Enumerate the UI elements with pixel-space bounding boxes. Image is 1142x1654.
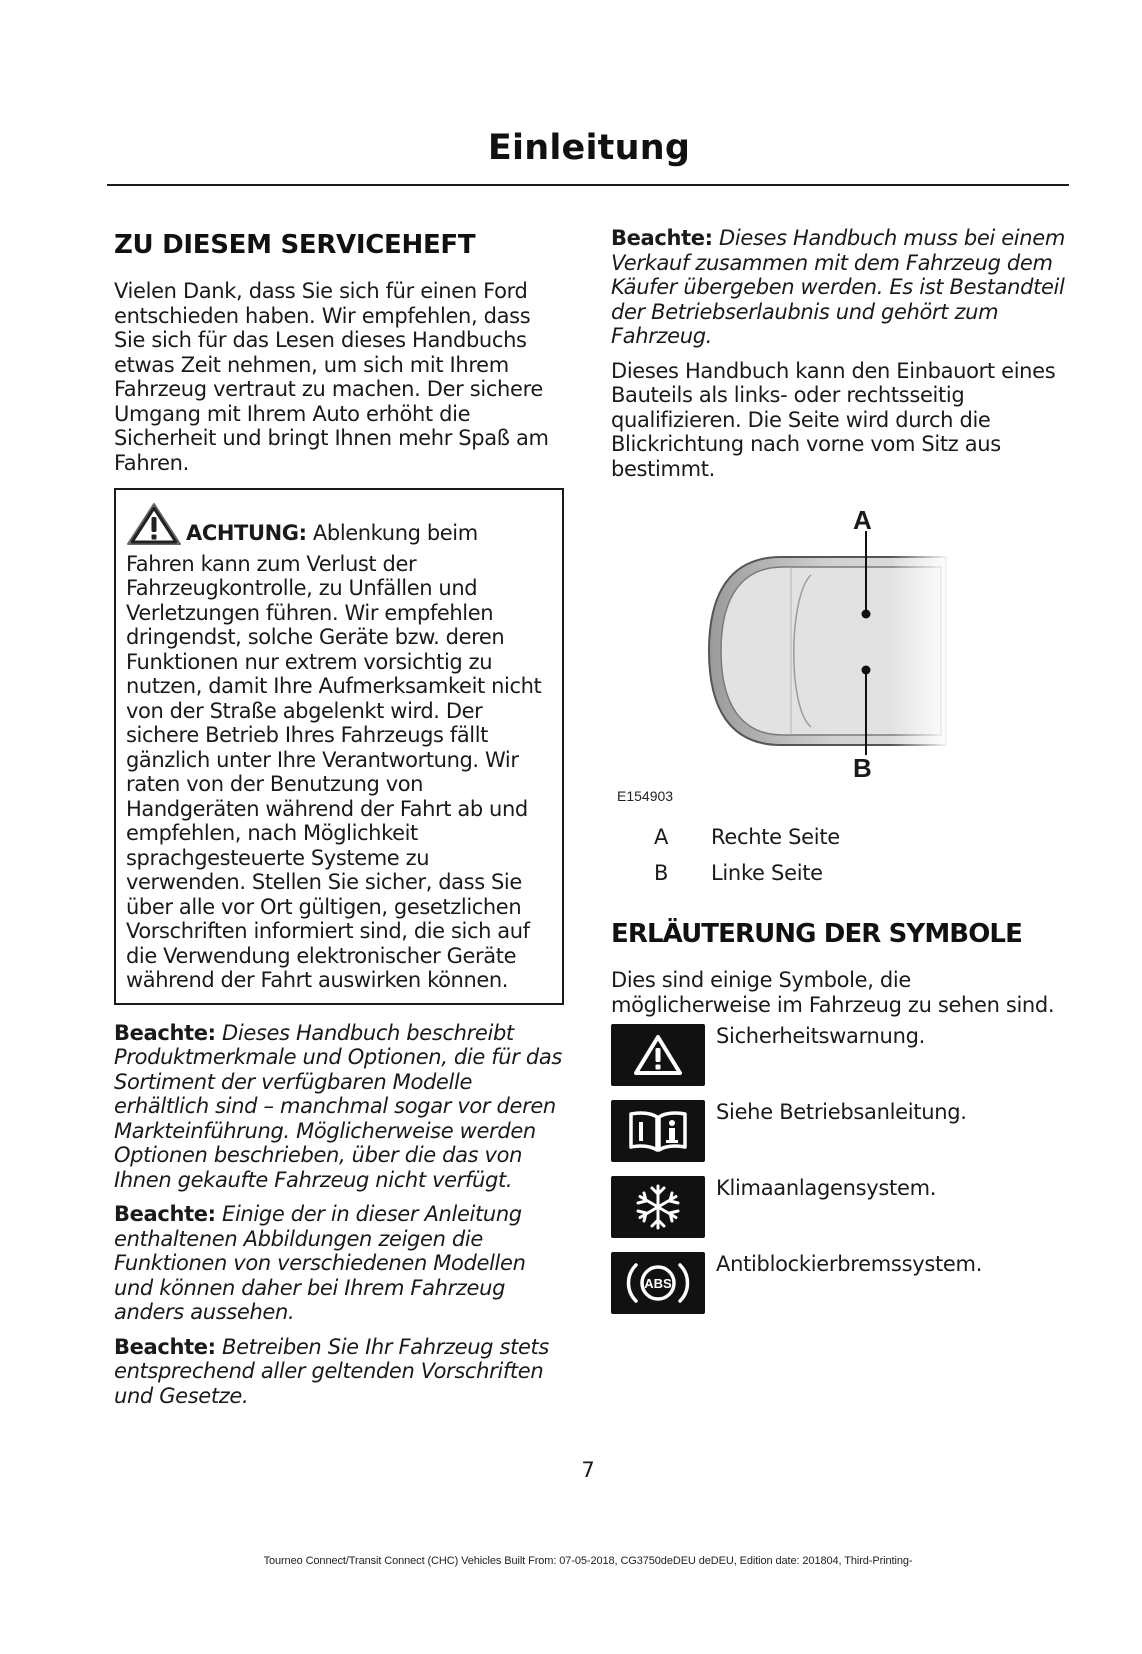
symbol-label: Antiblockierbremssystem. bbox=[716, 1252, 983, 1276]
symbol-row bbox=[611, 1100, 1073, 1162]
section-heading-serviceheft: ZU DIESEM SERVICEHEFT bbox=[114, 230, 476, 260]
figure-label-b: B bbox=[853, 753, 872, 783]
right-column bbox=[611, 226, 1073, 1328]
legend-row: B Linke Seite bbox=[653, 860, 823, 885]
warning-text: Ablenkung beim Fahren kann zum Verlust der Fahrzeugkontrolle, zu Unfällen und Verletzungen führen. Wir empfehlen dringendst, solche Geräte bzw. deren Funktionen nur extrem vorsichtig zu nutzen, damit Ihre Aufmerksamkeit nicht von der Straße abgelenkt wird. Der sichere Betrieb Ihres Fahrzeugs fällt gänzlich unter Ihre Verantwortung. Wir raten von der Benutzung von Handgeräten während der Fahrt ab und empfehlen, nach Möglichkeit sprachgesteuerte Systeme zu verwenden. Stellen Sie sicher, dass Sie über alle vor Ort gültigen, gesetzlichen Vorschriften informiert sind, die sich auf die Verwendung elektronischer Geräte während der Fahrt auswirken können. bbox=[126, 521, 542, 992]
note-paragraph: Beachte: Dieses Handbuch muss bei einem Verkauf zusammen mit dem Fahrzeug dem Käufer übergeben werden. Es ist Bestandteil der Betriebserlaubnis und gehört zum Fahrzeug. bbox=[611, 226, 1065, 348]
manual-book-icon bbox=[611, 1100, 705, 1162]
note-paragraph: Beachte: Dieses Handbuch beschreibt Produktmerkmale und Optionen, die für das Sortiment der verfügbaren Modelle erhältlich sind – manchmal sogar vor deren Markteinführung. Möglicherweise werden Optionen beschrieben, über die das von Ihnen gekaufte Fahrzeug nicht verfügt. bbox=[114, 1020, 562, 1192]
page-number: 7 bbox=[581, 1458, 595, 1482]
warning-box bbox=[114, 488, 564, 1005]
symbol-row bbox=[611, 1176, 1073, 1238]
symbol-label: Sicherheitswarnung. bbox=[716, 1024, 925, 1048]
symbols-list bbox=[611, 1024, 1073, 1314]
vehicle-top-view-illustration bbox=[611, 495, 1073, 795]
figure-label-a: A bbox=[853, 505, 872, 535]
warning-triangle-icon bbox=[126, 502, 182, 552]
intro-paragraph: Vielen Dank, dass Sie sich für einen Ford entschieden haben. Wir empfehlen, dass Sie sich für das Lesen dieses Handbuchs etwas Zeit nehmen, um sich mit Ihrem Fahrzeug vertraut zu machen. Der sichere Umgang mit Ihrem Auto erhöht die Sicherheit und bringt Ihnen mehr Spaß am Fahren. bbox=[114, 279, 549, 475]
orientation-paragraph: Dieses Handbuch kann den Einbauort eines Bauteils als links- oder rechtsseitig qualifizieren. Die Seite wird durch die Blickrichtung nach vorne vom Sitz aus bestimmt. bbox=[611, 358, 1056, 481]
warning-label: ACHTUNG: bbox=[186, 521, 307, 545]
symbol-row bbox=[611, 1252, 1073, 1314]
section-heading-symbole: ERLÄUTERUNG DER SYMBOLE bbox=[611, 919, 1022, 949]
legend-row: A Rechte Seite bbox=[653, 825, 840, 849]
header-divider bbox=[107, 184, 1069, 186]
figure-code: E154903 bbox=[617, 788, 674, 804]
figure-legend bbox=[611, 825, 1073, 885]
note-paragraph: Beachte: Betreiben Sie Ihr Fahrzeug stets entsprechend aller geltenden Vorschriften und Gesetze. bbox=[114, 1334, 550, 1408]
note-paragraph: Beachte: Einige der in dieser Anleitung enthaltenen Abbildungen zeigen die Funktionen von verschiedenen Modellen und können daher bei Ihrem Fahrzeug anders aussehen. bbox=[114, 1202, 526, 1324]
abs-icon-text: ABS bbox=[644, 1276, 672, 1291]
page-title: Einleitung bbox=[487, 128, 691, 168]
symbol-label: Siehe Betriebsanleitung. bbox=[716, 1100, 967, 1124]
left-column bbox=[114, 230, 564, 1408]
symbol-row bbox=[611, 1024, 1073, 1086]
vehicle-orientation-figure bbox=[611, 495, 1073, 815]
snowflake-icon bbox=[611, 1176, 705, 1238]
symbol-label: Klimaanlagensystem. bbox=[716, 1176, 937, 1200]
page-footer: Tourneo Connect/Transit Connect (CHC) Vehicles Built From: 07-05-2018, CG3750deDEU deDEU, Edition date: 201804, Third-Printing- bbox=[263, 1555, 913, 1567]
symbols-intro: Dies sind einige Symbole, die möglicherweise im Fahrzeug zu sehen sind. bbox=[611, 968, 1055, 1017]
warning-triangle-icon bbox=[611, 1024, 705, 1086]
abs-icon bbox=[611, 1252, 705, 1314]
